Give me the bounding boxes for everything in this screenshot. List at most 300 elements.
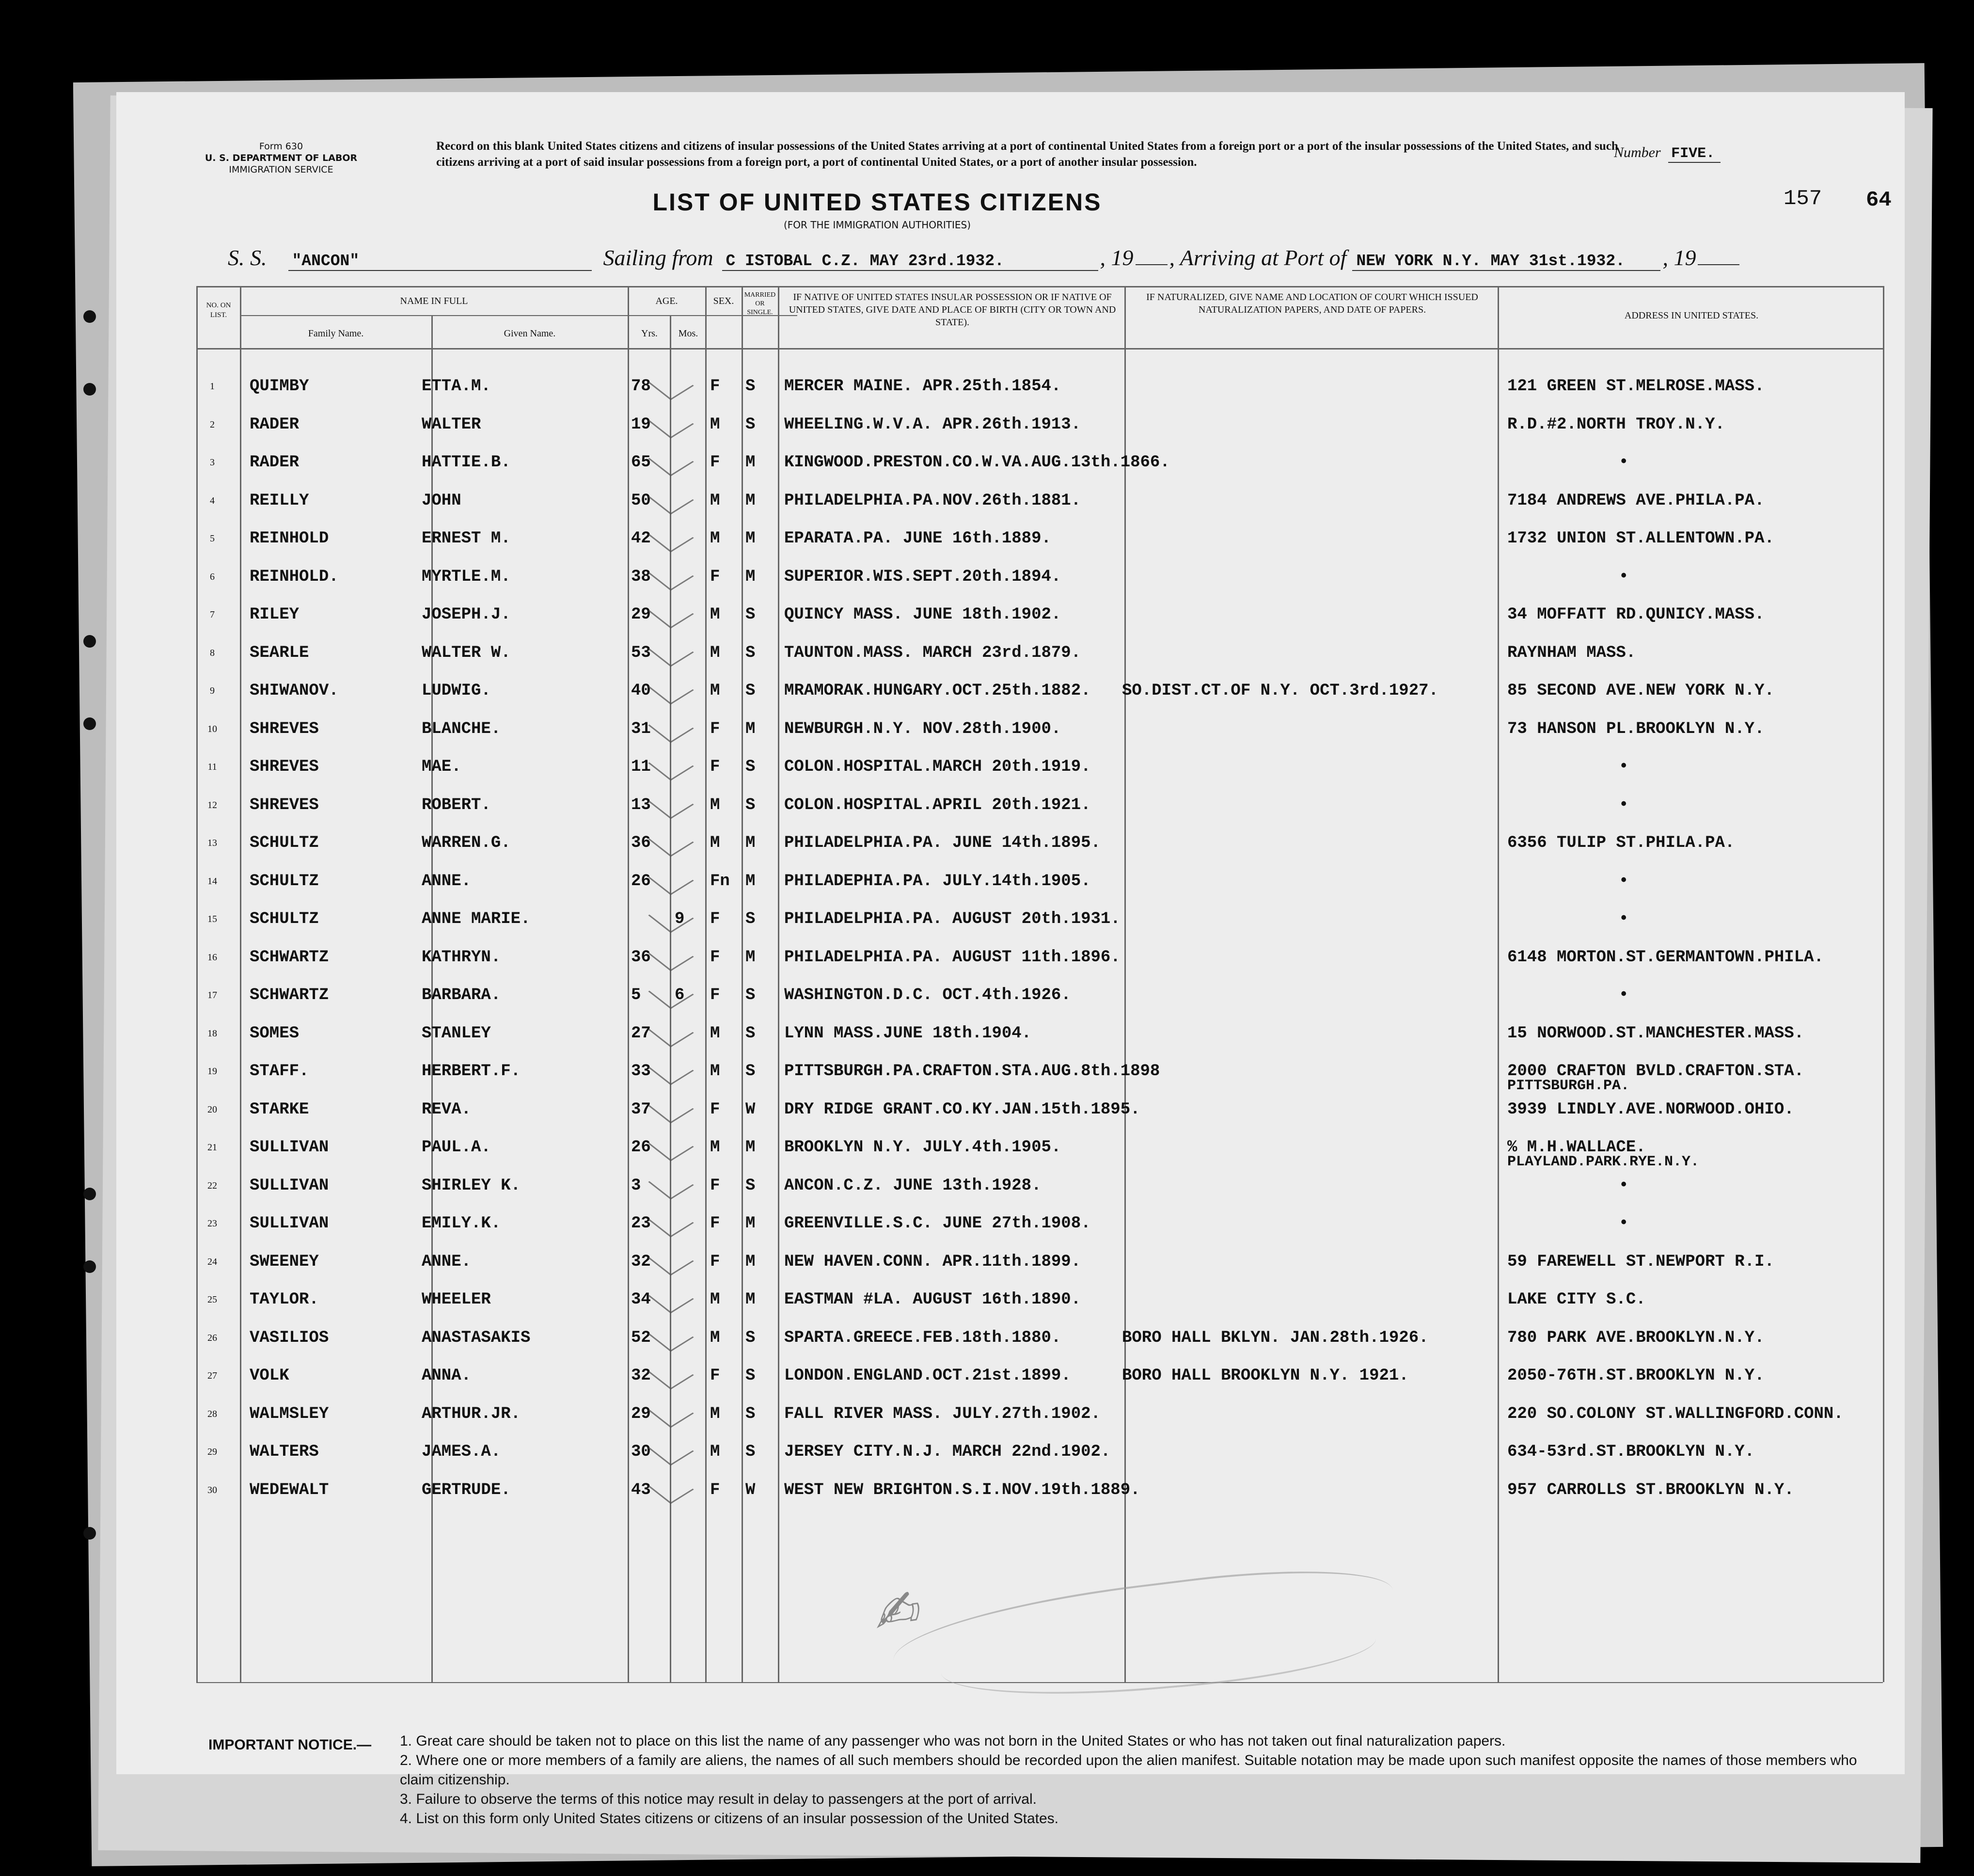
us-address: 6356 TULIP ST.PHILA.PA. [1507,834,1735,852]
age-years: 29 [631,1404,651,1423]
col-header-given-name: Given Name. [504,328,556,339]
birth-place-date: PHILADELPHIA.PA.NOV.26th.1881. [784,491,1081,510]
age-years: 32 [631,1252,651,1271]
arriving-label: , Arriving at Port of [1169,245,1347,270]
table-row [116,445,1905,481]
marital-status: M [745,1290,756,1309]
row-number: 10 [207,723,217,734]
table-row [116,749,1905,786]
record-instructions: Record on this blank United States citizens and citizens of insular possessions of the United States arriving at a port of continental United States from a foreign port or a port of the insular possessions of the United States, and such citizens arriving at a port of said insular possessions from a foreign port, a port of continental United States, or a port of another insular possession. [436,140,1618,169]
check-mark [648,977,694,1009]
important-notice-label: IMPORTANT NOTICE.— [208,1737,372,1753]
birth-place-date: WHEELING.W.V.A. APR.26th.1913. [784,415,1081,434]
given-name: ANASTASAKIS [422,1328,531,1347]
age-years: 13 [631,795,651,814]
sex-value: M [710,1138,720,1157]
marital-status: S [745,1443,756,1461]
sex-value: F [710,567,720,586]
us-address: • [1619,758,1629,776]
check-mark [648,863,694,895]
given-name: GERTRUDE. [422,1480,511,1499]
check-mark [648,1015,694,1047]
family-name: SULLIVAN [250,1138,329,1157]
check-mark [648,558,694,590]
check-mark [648,1433,694,1465]
marital-status: M [745,453,756,472]
table-row [116,368,1905,405]
birth-place-date: GREENVILLE.S.C. JUNE 27th.1908. [784,1214,1091,1233]
given-name: ETTA.M. [422,377,491,396]
us-address: 59 FAREWELL ST.NEWPORT R.I. [1507,1252,1774,1271]
birth-place-date: KINGWOOD.PRESTON.CO.W.VA.AUG.13th.1866. [784,453,1170,472]
sex-value: M [710,1062,720,1081]
table-row [116,1016,1905,1052]
table-row [116,521,1905,557]
check-mark [648,1472,694,1504]
year-blank-1 [1136,264,1168,265]
sex-value: F [710,948,720,967]
birth-place-date: PHILADELPHIA.PA. AUGUST 11th.1896. [784,948,1121,967]
binder-hole [83,635,96,648]
age-years: 5 [631,986,641,1004]
passenger-list [116,368,1905,1677]
age-years: 37 [631,1100,651,1119]
sex-value: F [710,1367,720,1385]
subheader-rule [240,315,797,316]
us-address-line-2: PLAYLAND.PARK.RYE.N.Y. [1507,1154,1700,1170]
birth-place-date: WEST NEW BRIGHTON.S.I.NOV.19th.1889. [784,1480,1140,1499]
sex-value: M [710,1024,720,1043]
age-years: 40 [631,682,651,700]
row-number: 22 [207,1180,217,1191]
age-years: 3 [631,1176,641,1195]
birth-place-date: SUPERIOR.WIS.SEPT.20th.1894. [784,567,1061,586]
birth-place-date: QUINCY MASS. JUNE 18th.1902. [784,605,1061,624]
row-number: 8 [210,647,215,658]
given-name: MAE. [422,758,461,776]
us-address: 34 MOFFATT RD.QUNICY.MASS. [1507,605,1765,624]
age-years: 27 [631,1024,651,1043]
col-header-yrs: Yrs. [641,328,658,339]
given-name: HATTIE.B. [422,453,511,472]
row-number: 11 [207,762,217,772]
birth-place-date: PHILADELPHIA.PA. JUNE 14th.1895. [784,834,1101,852]
check-mark [648,1281,694,1313]
table-row [116,901,1905,938]
col-header-family-name: Family Name. [308,328,364,339]
col-header-mos: Mos. [678,328,698,339]
marital-status: S [745,1062,756,1081]
table-row [116,1129,1905,1170]
check-mark [648,672,694,704]
page-subtitle: (FOR THE IMMIGRATION AUTHORITIES) [783,219,971,231]
given-name: ANNE MARIE. [422,910,531,928]
marital-status: S [745,758,756,776]
marital-status: S [745,415,756,434]
ship-name: "ANCON" [288,252,592,271]
marital-status: S [745,643,756,662]
given-name: KATHRYN. [422,948,501,967]
service-name: IMMIGRATION SERVICE [229,164,333,175]
sex-value: F [710,377,720,396]
row-number: 16 [207,952,217,963]
table-row [116,977,1905,1014]
us-address: 1732 UNION ST.ALLENTOWN.PA. [1507,529,1774,548]
row-number: 29 [207,1447,217,1457]
sex-value: M [710,1328,720,1347]
table-row [116,1320,1905,1357]
sex-value: M [710,491,720,510]
birth-place-date: LONDON.ENGLAND.OCT.21st.1899. [784,1367,1071,1385]
family-name: REILLY [250,491,309,510]
year-blank-2 [1698,264,1739,265]
check-mark [648,520,694,552]
table-row [116,863,1905,900]
age-years: 38 [631,567,651,586]
us-address: • [1619,1176,1629,1195]
marital-status: M [745,567,756,586]
naturalization-info: SO.DIST.CT.OF N.Y. OCT.3rd.1927. [1122,682,1438,700]
check-mark [648,1243,694,1275]
family-name: STARKE [250,1100,309,1119]
birth-place-date: JERSEY CITY.N.J. MARCH 22nd.1902. [784,1443,1111,1461]
birth-place-date: NEWBURGH.N.Y. NOV.28th.1900. [784,719,1061,738]
year-label-2: , 19 [1662,245,1696,270]
given-name: REVA. [422,1100,472,1119]
edge-page-number: 64 [1866,188,1892,212]
table-row [116,1168,1905,1205]
us-address: 2000 CRAFTON BVLD.CRAFTON.STA. [1507,1062,1804,1081]
given-name: WHEELER [422,1290,491,1309]
sailing-label: Sailing from [603,245,713,270]
marital-status: M [745,1138,756,1157]
table-row [116,939,1905,976]
us-address: R.D.#2.NORTH TROY.N.Y. [1507,415,1725,434]
table-row [116,711,1905,748]
marital-status: S [745,1367,756,1385]
sex-value: M [710,795,720,814]
table-row [116,1206,1905,1242]
number-label: Number [1614,144,1661,160]
us-address-line-2: PITTSBURGH.PA. [1507,1078,1630,1094]
birth-place-date: PHILADEPHIA.PA. JULY.14th.1905. [784,872,1091,890]
row-number: 25 [207,1294,217,1305]
col-header-naturalized: IF NATURALIZED, GIVE NAME AND LOCATION OF COURT WHICH ISSUED NATURALIZATION PAPERS, AND DATE OF PAPERS. [1146,292,1478,315]
marital-status: M [745,1214,756,1233]
row-number: 1 [210,381,215,392]
table-header-rule [196,348,1883,350]
us-address: • [1619,910,1629,928]
us-address: 6148 MORTON.ST.GERMANTOWN.PHILA. [1507,948,1824,967]
row-number: 28 [207,1408,217,1419]
row-number: 6 [210,571,215,582]
age-years: 30 [631,1443,651,1461]
row-number: 20 [207,1104,217,1115]
row-number: 2 [210,419,215,430]
age-years: 23 [631,1214,651,1233]
age-years: 26 [631,872,651,890]
family-name: RADER [250,453,300,472]
family-name: RILEY [250,605,300,624]
row-number: 19 [207,1066,217,1077]
form-number: Form 630 [259,141,303,152]
us-address: LAKE CITY S.C. [1507,1290,1646,1309]
family-name: RADER [250,415,300,434]
sex-value: F [710,719,720,738]
col-header-no: NO. ON LIST. [206,302,231,319]
age-months: 9 [675,910,685,928]
check-mark [648,444,694,476]
age-years: 33 [631,1062,651,1081]
us-address: 15 NORWOOD.ST.MANCHESTER.MASS. [1507,1024,1804,1043]
table-row [116,1092,1905,1129]
check-mark [648,939,694,971]
family-name: SHREVES [250,719,319,738]
table-row [116,597,1905,634]
check-mark [648,368,694,400]
row-number: 12 [207,799,217,811]
us-address: 73 HANSON PL.BROOKLYN N.Y. [1507,719,1765,738]
form-header-block [189,141,373,175]
check-mark [648,901,694,933]
us-address: 780 PARK AVE.BROOKLYN.N.Y. [1507,1328,1765,1347]
family-name: SULLIVAN [250,1214,329,1233]
marital-status: S [745,1024,756,1043]
birth-place-date: MRAMORAK.HUNGARY.OCT.25th.1882. [784,682,1091,700]
check-mark [648,787,694,819]
sex-value: F [710,1176,720,1195]
marital-status: W [745,1480,756,1499]
given-name: ROBERT. [422,795,491,814]
check-mark [648,748,694,780]
sex-value: F [710,1480,720,1499]
marital-status: S [745,986,756,1004]
check-mark [648,596,694,628]
row-number: 26 [207,1332,217,1343]
us-address: • [1619,453,1629,472]
binder-hole [83,1527,96,1540]
notice-item-2: 2. Where one or more members of a family are aliens, the names of all such members should be recorded upon the alien manifest. Suitable notation may be made upon such manifest opposite the names of those members who claim citizenship. [400,1752,1857,1788]
table-row [116,483,1905,520]
sex-value: M [710,834,720,852]
sex-value: M [710,1404,720,1423]
age-months: 6 [675,986,685,1004]
given-name: ANNA. [422,1367,472,1385]
row-number: 17 [207,990,217,1001]
family-name: SWEENEY [250,1252,319,1271]
col-header-age: AGE. [655,296,678,306]
row-number: 23 [207,1218,217,1229]
year-label-1: , 19 [1100,245,1134,270]
birth-place-date: LYNN MASS.JUNE 18th.1904. [784,1024,1032,1043]
birth-place-date: BROOKLYN N.Y. JULY.4th.1905. [784,1138,1061,1157]
given-name: PAUL.A. [422,1138,491,1157]
check-mark [648,1091,694,1123]
sex-value: M [710,605,720,624]
family-name: TAYLOR. [250,1290,319,1309]
us-address: 2050-76TH.ST.BROOKLYN N.Y. [1507,1367,1765,1385]
sex-value: M [710,415,720,434]
age-years: 53 [631,643,651,662]
us-address: % M.H.WALLACE. [1507,1138,1646,1157]
given-name: SHIRLEY K. [422,1176,521,1195]
family-name: QUIMBY [250,377,309,396]
table-row [116,407,1905,444]
family-name: REINHOLD [250,529,329,548]
birth-place-date: DRY RIDGE GRANT.CO.KY.JAN.15th.1895. [784,1100,1140,1119]
check-mark [648,711,694,743]
col-header-married-single: MARRIED OR SINGLE. [744,291,776,316]
binder-hole [83,310,96,323]
row-number: 13 [207,838,217,848]
family-name: SCHULTZ [250,872,319,890]
us-address: 634-53rd.ST.BROOKLYN N.Y. [1507,1443,1755,1461]
family-name: SCHULTZ [250,910,319,928]
birth-place-date: NEW HAVEN.CONN. APR.11th.1899. [784,1252,1081,1271]
sex-value: F [710,1214,720,1233]
age-years: 29 [631,605,651,624]
naturalization-info: BORO HALL BROOKLYN N.Y. 1921. [1122,1367,1409,1385]
given-name: ARTHUR.JR. [422,1404,521,1423]
age-years: 43 [631,1480,651,1499]
binder-hole [83,1260,96,1273]
marital-status: S [745,605,756,624]
us-address: • [1619,795,1629,814]
table-row [116,1358,1905,1395]
given-name: ERNEST M. [422,529,511,548]
marital-status: S [745,910,756,928]
marital-status: M [745,491,756,510]
given-name: WALTER W. [422,643,511,662]
sex-value: M [710,682,720,700]
given-name: MYRTLE.M. [422,567,511,586]
important-notice-items [400,1732,1859,1828]
check-mark [648,1053,694,1085]
family-name: SHREVES [250,758,319,776]
number-field [1614,144,1721,162]
sex-value: F [710,910,720,928]
col-header-birth: IF NATIVE OF UNITED STATES INSULAR POSSESSION OR IF NATIVE OF UNITED STATES, GIVE DATE AND PLACE OF BIRTH (CITY OR TOWN AND STATE). [789,292,1116,328]
us-address: RAYNHAM MASS. [1507,643,1636,662]
given-name: ANNE. [422,872,472,890]
age-years: 11 [631,758,651,776]
table-row [116,787,1905,824]
family-name: SOMES [250,1024,300,1043]
table-row [116,1282,1905,1319]
row-number: 30 [207,1484,217,1495]
check-mark [648,825,694,857]
marital-status: S [745,377,756,396]
table-row [116,673,1905,710]
notice-item-1: 1. Great care should be taken not to place on this list the name of any passenger who was not born in the United States or who has not taken out final naturalization papers. [400,1733,1506,1749]
ss-label: S. S. [228,245,267,270]
marital-status: S [745,1328,756,1347]
check-mark [648,1320,694,1351]
arriving-port-value: NEW YORK N.Y. MAY 31st.1932. [1352,252,1660,271]
sex-value: M [710,643,720,662]
given-name: JAMES.A. [422,1443,501,1461]
age-years: 65 [631,453,651,472]
col-header-sex: SEX. [713,296,734,306]
row-number: 4 [210,495,215,506]
col-header-name-in-full: NAME IN FULL [400,296,468,306]
page-title: LIST OF UNITED STATES CITIZENS [652,189,1102,216]
family-name: SHREVES [250,795,319,814]
given-name: WARREN.G. [422,834,511,852]
birth-place-date: TAUNTON.MASS. MARCH 23rd.1879. [784,643,1081,662]
sex-value: M [710,1443,720,1461]
row-number: 3 [210,457,215,468]
age-years: 34 [631,1290,651,1309]
notice-item-3: 3. Failure to observe the terms of this notice may result in delay to passengers at the port of arrival. [400,1791,1037,1807]
sex-value: M [710,1290,720,1309]
birth-place-date: EASTMAN #LA. AUGUST 16th.1890. [784,1290,1081,1309]
marital-status: M [745,948,756,967]
table-row [116,1434,1905,1471]
department-name: U. S. DEPARTMENT OF LABOR [205,153,358,163]
age-years: 50 [631,491,651,510]
sex-value: Fn [710,872,730,890]
us-address: • [1619,872,1629,890]
row-number: 7 [210,609,215,620]
table-row [116,1053,1905,1094]
us-address: 85 SECOND AVE.NEW YORK N.Y. [1507,682,1774,700]
given-name: JOSEPH.J. [422,605,511,624]
col-header-address: ADDRESS IN UNITED STATES. [1624,310,1759,321]
check-mark [648,1129,694,1161]
row-number: 9 [210,685,215,696]
age-years: 19 [631,415,651,434]
given-name: ANNE. [422,1252,472,1271]
ship-line [228,245,1739,271]
marital-status: S [745,795,756,814]
check-mark [648,635,694,667]
check-mark [648,1167,694,1199]
family-name: SHIWANOV. [250,682,339,700]
handwritten-signature: ✍︎ [868,1577,924,1646]
given-name: WALTER [422,415,481,434]
check-mark [648,482,694,514]
age-years: 31 [631,719,651,738]
binder-hole [83,383,96,396]
birth-place-date: SPARTA.GREECE.FEB.18th.1880. [784,1328,1061,1347]
age-years: 42 [631,529,651,548]
sex-value: M [710,529,720,548]
birth-place-date: ANCON.C.Z. JUNE 13th.1928. [784,1176,1042,1195]
check-mark [648,1205,694,1237]
notice-item-4: 4. List on this form only United States citizens or citizens of an insular possession of the United States. [400,1811,1059,1827]
age-years: 78 [631,377,651,396]
given-name: STANLEY [422,1024,491,1043]
us-address: 957 CARROLLS ST.BROOKLYN N.Y. [1507,1480,1794,1499]
row-number: 14 [207,875,217,887]
age-years: 36 [631,834,651,852]
table-row [116,1472,1905,1509]
birth-place-date: MERCER MAINE. APR.25th.1854. [784,377,1061,396]
sex-value: F [710,986,720,1004]
family-name: REINHOLD. [250,567,339,586]
table-row [116,559,1905,596]
marital-status: M [745,834,756,852]
age-years: 26 [631,1138,651,1157]
family-name: SCHULTZ [250,834,319,852]
family-name: SULLIVAN [250,1176,329,1195]
table-row [116,635,1905,672]
binder-hole [83,1188,96,1200]
sailing-from-value: C ISTOBAL C.Z. MAY 23rd.1932. [722,252,1098,271]
binder-hole [83,717,96,730]
marital-status: S [745,682,756,700]
